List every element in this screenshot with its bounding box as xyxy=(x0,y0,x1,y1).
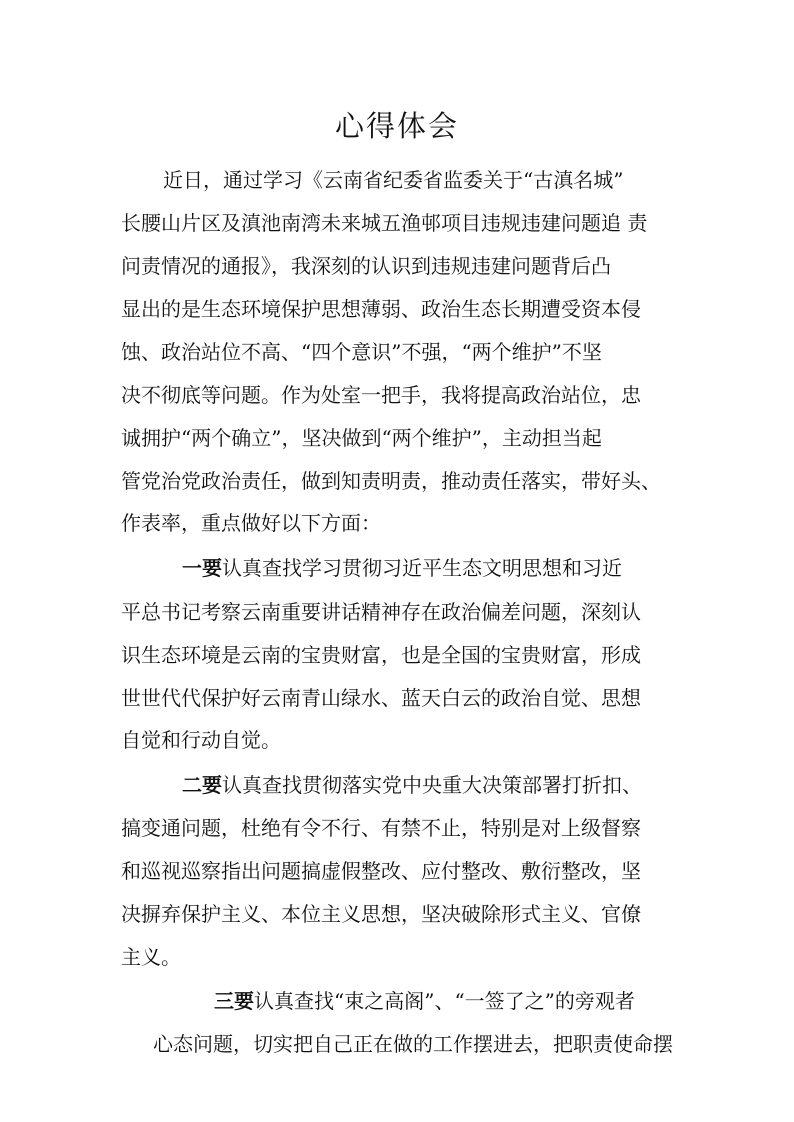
p4-lead: 三要 xyxy=(214,989,254,1013)
p3-first-text: 认真查找贯彻落实党中央重大决策部署打折扣、 xyxy=(222,773,642,797)
p4-first-text: 认真查找“束之高阁”、“一签了之”的旁观者 xyxy=(254,989,635,1013)
page-title: 心得体会 xyxy=(334,109,459,143)
p2-first-text: 认真查找学习贯彻习近平生态文明思想和习近 xyxy=(222,556,622,580)
p3-line-3: 和巡视巡察指出问题搞虚假整改、应付整改、敷衍整改，坚 xyxy=(121,859,641,883)
p4-line-2: 心态问题，切实把自己正在做的工作摆进去，把职责使命摆 xyxy=(153,1032,673,1056)
p2-line-2: 平总书记考察云南重要讲话精神存在政治偏差问题，深刻认 xyxy=(121,600,641,624)
p1-line-5: 蚀、政治站位不高、“四个意识”不强，“两个维护”不坚 xyxy=(121,340,602,364)
p1-line-9: 作表率，重点做好以下方面： xyxy=(121,511,381,535)
p1-line-4: 显出的是生态环境保护思想薄弱、政治生态长期遭受资本侵 xyxy=(121,297,641,321)
p4-line-1 xyxy=(214,988,635,1014)
p2-lead: 一要 xyxy=(182,556,222,580)
p1-line-3: 问责情况的通报》，我深刻的认识到违规违建问题背后凸 xyxy=(121,254,611,278)
p1-line-6: 决不彻底等问题。作为处室一把手，我将提高政治站位，忠 xyxy=(121,383,641,407)
p2-line-4: 世世代代保护好云南青山绿水、蓝天白云的政治自觉、思想 xyxy=(121,686,641,710)
p1-line-2: 长腰山片区及滇池南湾未来城五渔邨项目违规违建问题追 责 xyxy=(121,211,648,235)
p2-line-1 xyxy=(182,555,622,581)
p1-line-8: 管党治党政治责任，做到知责明责，推动责任落实，带好头、 xyxy=(121,469,661,493)
p3-line-2: 搞变通问题，杜绝有令不行、有禁不止，特别是对上级督察 xyxy=(121,816,641,840)
p3-line-4: 决摒弃保护主义、本位主义思想，坚决破除形式主义、官僚 xyxy=(121,902,641,926)
p3-lead: 二要 xyxy=(182,773,222,797)
p3-line-1 xyxy=(182,772,642,798)
p1-line-7: 诚拥护“两个确立”，坚决做到“两个维护”，主动担当起 xyxy=(121,426,602,450)
p2-line-5: 自觉和行动自觉。 xyxy=(121,728,281,752)
p3-line-5: 主义。 xyxy=(121,945,181,969)
p1-line-1: 近日，通过学习《云南省纪委省监委关于“古滇名城” xyxy=(163,168,624,192)
p2-line-3: 识生态环境是云南的宝贵财富，也是全国的宝贵财富，形成 xyxy=(121,643,641,667)
